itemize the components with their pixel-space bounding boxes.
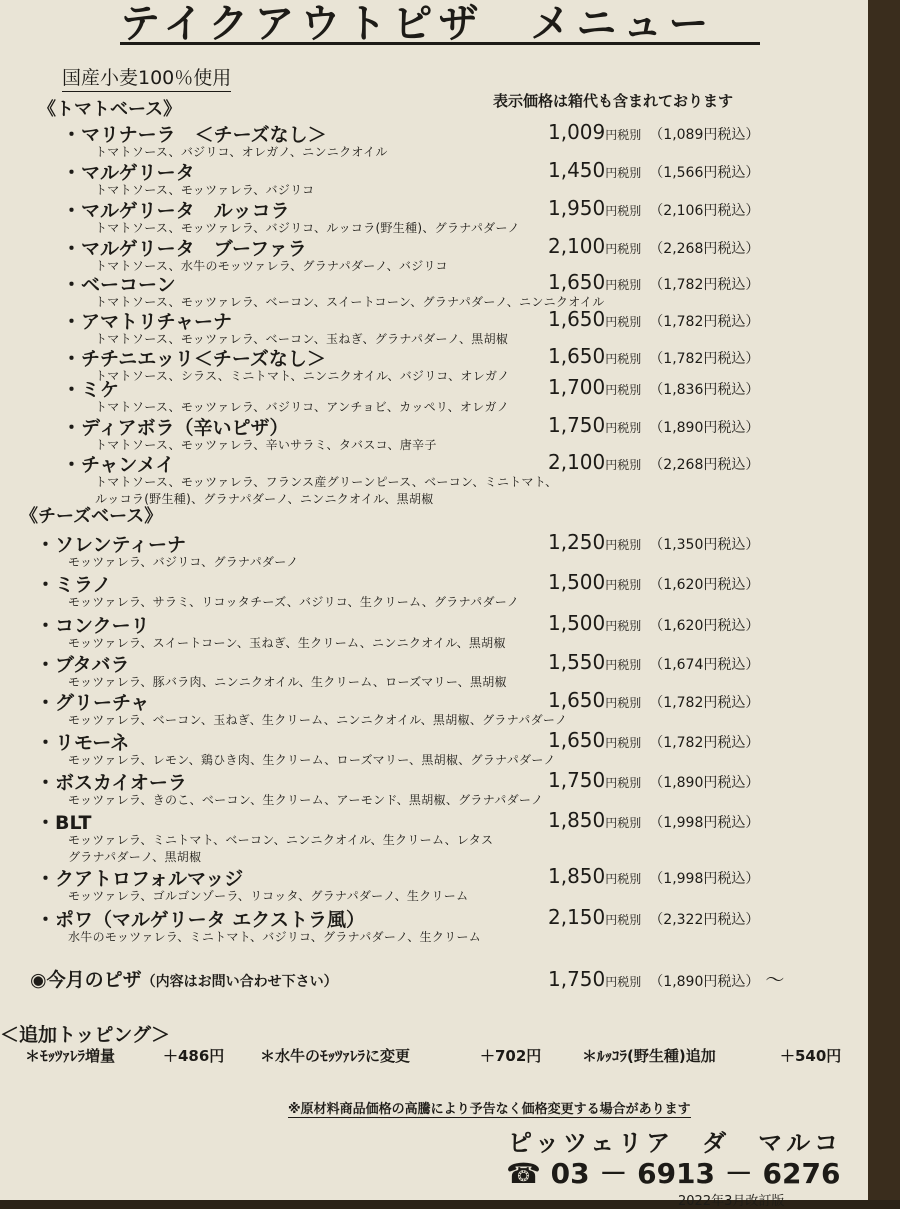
topping-label: ＊ﾓｯﾂｧﾚﾗ増量	[25, 1047, 116, 1065]
menu-item-name: ・マルゲリータ ブーファラ	[62, 238, 307, 260]
monthly-pizza-price: 1,750円税別 （1,890円税込） ～	[548, 967, 785, 991]
menu-item	[0, 375, 868, 415]
menu-item-name: ・マルゲリータ	[62, 162, 195, 184]
menu-item	[0, 905, 868, 945]
menu-item	[0, 270, 868, 310]
table-background	[868, 0, 900, 1200]
menu-item-name: ・グリーチャ	[36, 692, 150, 714]
menu-item-ingredients: モッツァレラ、サラミ、リコッタチーズ、バジリコ、生クリーム、グラナパダーノ	[68, 595, 520, 609]
menu-item-ingredients: 水牛のモッツァレラ、ミニトマト、バジリコ、グラナパダーノ、生クリーム	[68, 930, 482, 944]
menu-item-ingredients-cont: グラナパダーノ、黒胡椒	[68, 850, 202, 864]
menu-item-name: ・BLT	[36, 812, 92, 834]
menu-item-ingredients: モッツァレラ、レモン、鶏ひき肉、生クリーム、ローズマリー、黒胡椒、グラナパダーノ	[68, 753, 556, 767]
menu-item-price: 1,500円税別 （1,620円税込）	[548, 611, 760, 635]
menu-item-price: 1,650円税別 （1,782円税込）	[548, 307, 760, 331]
box-fee-note: 表示価格は箱代も含まれております	[493, 92, 734, 110]
menu-item-ingredients: モッツァレラ、きのこ、ベーコン、生クリーム、アーモンド、黒胡椒、グラナパダーノ	[68, 793, 544, 807]
topping-label: ＊ﾙｯｺﾗ(野生種)追加	[582, 1047, 716, 1065]
menu-item-price: 1,750円税別 （1,890円税込）	[548, 413, 760, 437]
menu-item-ingredients: トマトソース、シラス、ミニトマト、ニンニクオイル、バジリコ、オレガノ	[95, 369, 510, 383]
monthly-pizza-name: ◉今月のピザ	[30, 969, 142, 991]
menu-item-price: 2,150円税別 （2,322円税込）	[548, 905, 760, 929]
topping-price: ＋540円	[780, 1047, 842, 1065]
menu-item-name: ・ソレンティーナ	[36, 534, 187, 556]
menu-item-price: 1,450円税別 （1,566円税込）	[548, 158, 760, 182]
menu-item-ingredients: トマトソース、モッツァレラ、バジリコ	[95, 183, 315, 197]
shop-name: ピッツェリア ダ マルコ	[508, 1129, 843, 1157]
menu-item-price: 1,550円税別 （1,674円税込）	[548, 650, 760, 674]
menu-item	[0, 728, 868, 768]
menu-item-price: 1,700円税別 （1,836円税込）	[548, 375, 760, 399]
menu-item-price: 1,009円税別 （1,089円税込）	[548, 120, 760, 144]
menu-item-price: 2,100円税別 （2,268円税込）	[548, 450, 760, 474]
topping-price: ＋702円	[480, 1047, 542, 1065]
menu-item	[0, 864, 868, 904]
menu-item-ingredients: トマトソース、モッツァレラ、ベーコン、玉ねぎ、グラナパダーノ、黒胡椒	[95, 332, 509, 346]
menu-item-price: 1,650円税別 （1,782円税込）	[548, 344, 760, 368]
menu-item	[0, 413, 868, 453]
menu-item-name: ・ボスカイオーラ	[36, 772, 187, 794]
menu-item	[0, 650, 868, 690]
menu-item	[0, 196, 868, 236]
menu-item-price: 1,650円税別 （1,782円税込）	[548, 728, 760, 752]
menu-item-name: ・クアトロフォルマッジ	[36, 868, 244, 890]
menu-item-price: 1,250円税別 （1,350円税込）	[548, 530, 760, 554]
menu-item-price: 1,850円税別 （1,998円税込）	[548, 864, 760, 888]
section-tomato-base: 《トマトベース》	[38, 99, 182, 120]
menu-item-ingredients: トマトソース、バジリコ、オレガノ、ニンニクオイル	[95, 145, 388, 159]
menu-item-name: ・アマトリチャーナ	[62, 311, 233, 333]
menu-item	[0, 570, 868, 610]
menu-item	[0, 158, 868, 198]
menu-item	[0, 120, 868, 160]
menu-item-price: 2,100円税別 （2,268円税込）	[548, 234, 760, 258]
revision-date: 2022年3月改訂版	[678, 1194, 785, 1209]
menu-item	[0, 307, 868, 347]
menu-item	[0, 768, 868, 808]
menu-item-name: ・マルゲリータ ルッコラ	[62, 200, 290, 222]
menu-item-name: ・マリナーラ ＜チーズなし＞	[62, 124, 327, 146]
menu-item-name: ・ベーコーン	[62, 274, 176, 296]
menu-item-name: ・コンクーリ	[36, 615, 150, 637]
menu-item	[0, 234, 868, 274]
menu-item	[0, 450, 868, 506]
flour-note: 国産小麦100％使用	[62, 63, 231, 92]
menu-item-ingredients: モッツァレラ、豚バラ肉、ニンニクオイル、生クリーム、ローズマリー、黒胡椒	[68, 675, 507, 689]
menu-item	[0, 808, 868, 864]
menu-item-ingredients: モッツァレラ、ベーコン、玉ねぎ、生クリーム、ニンニクオイル、黒胡椒、グラナパダーノ	[68, 713, 568, 727]
menu-item-name: ・ポワ（マルゲリータ エクストラ風）	[36, 909, 366, 931]
menu-item-ingredients: トマトソース、モッツァレラ、辛いサラミ、タバスコ、唐辛子	[95, 438, 437, 452]
menu-item-ingredients: モッツァレラ、ゴルゴンゾーラ、リコッタ、グラナパダーノ、生クリーム	[68, 889, 469, 903]
menu-item-price: 1,750円税別 （1,890円税込）	[548, 768, 760, 792]
menu-item-ingredients: トマトソース、モッツァレラ、バジリコ、ルッコラ(野生種)、グラナパダーノ	[95, 221, 520, 235]
menu-item-price: 1,650円税別 （1,782円税込）	[548, 688, 760, 712]
section-cheese-base: 《チーズベース》	[20, 506, 163, 527]
menu-item-ingredients: トマトソース、モッツァレラ、フランス産グリーンピース、ベーコン、ミニトマト、	[95, 475, 558, 489]
topping-label: ＊水牛のﾓｯﾂｧﾚﾗに変更	[260, 1047, 411, 1065]
menu-item-name: ・チチニエッリ＜チーズなし＞	[62, 348, 326, 370]
menu-item-ingredients: トマトソース、水牛のモッツァレラ、グラナパダーノ、バジリコ	[95, 259, 448, 273]
menu-item-name: ・チャンメイ	[62, 454, 175, 476]
menu-item-ingredients-cont: ルッコラ(野生種)、グラナパダーノ、ニンニクオイル、黒胡椒	[95, 492, 434, 506]
monthly-pizza-detail: （内容はお問い合わせ下さい）	[141, 974, 338, 990]
monthly-pizza	[30, 965, 870, 995]
menu-item-price: 1,850円税別 （1,998円税込）	[548, 808, 760, 832]
menu-item-ingredients: トマトソース、モッツァレラ、バジリコ、アンチョビ、カッペリ、オレガノ	[95, 400, 510, 414]
toppings-heading: ＜追加トッピング＞	[0, 1024, 171, 1046]
menu-item-name: ・ブタバラ	[36, 654, 130, 676]
menu-item	[0, 688, 868, 728]
menu-item-name: ・リモーネ	[36, 732, 130, 754]
menu-item-name: ・ディアボラ（辛いピザ）	[62, 417, 289, 439]
menu-item-name: ・ミラノ	[36, 574, 112, 596]
menu-item-name: ・ミケ	[62, 379, 120, 401]
menu-item-price: 1,650円税別 （1,782円税込）	[548, 270, 760, 294]
menu-item-ingredients: モッツァレラ、スイートコーン、玉ねぎ、生クリーム、ニンニクオイル、黒胡椒	[68, 636, 506, 650]
menu-item-price: 1,950円税別 （2,106円税込）	[548, 196, 760, 220]
menu-item-ingredients: トマトソース、モッツァレラ、ベーコン、スイートコーン、グラナパダーノ、ニンニクオイル	[95, 295, 605, 309]
menu-item-ingredients: モッツァレラ、バジリコ、グラナパダーノ	[68, 555, 299, 569]
menu-item	[0, 530, 868, 570]
topping-price: ＋486円	[163, 1047, 225, 1065]
menu-title: テイクアウトピザ メニュー	[120, 0, 760, 45]
phone-number: ☎ 03 － 6913 － 6276	[506, 1157, 841, 1190]
menu-item-ingredients: モッツァレラ、ミニトマト、ベーコン、ニンニクオイル、生クリーム、レタス	[68, 833, 494, 847]
menu-item-price: 1,500円税別 （1,620円税込）	[548, 570, 760, 594]
toppings-list	[0, 1045, 868, 1069]
price-change-notice: ※原材料商品価格の高騰により予告なく価格変更する場合があります	[288, 1098, 691, 1118]
menu-item	[0, 611, 868, 651]
